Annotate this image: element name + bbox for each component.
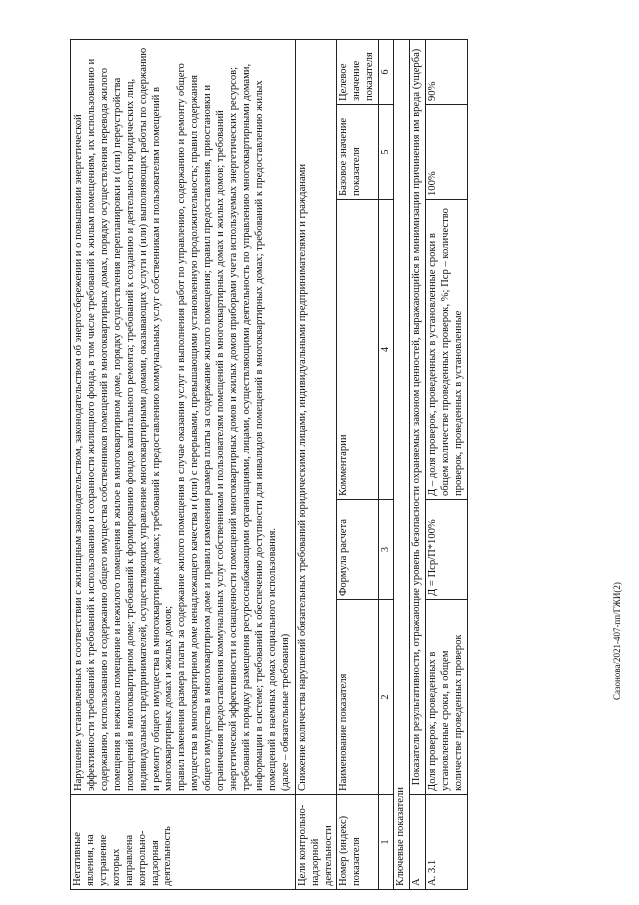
header-index: Номер (индекс) показателя — [337, 795, 379, 890]
negative-text — [71, 39, 296, 794]
header-formula: Формула расчета — [337, 500, 379, 600]
a31-formula: Д = Пср/П*100% — [426, 500, 468, 600]
header-name: Наименование показателя — [337, 600, 379, 795]
col-number: 4 — [379, 200, 394, 500]
col-number: 5 — [379, 105, 394, 200]
header-target: Целевое значение показателя — [337, 39, 379, 104]
a31-index: А. 3.1 — [426, 795, 468, 890]
negative-label: Негативные явления, на устранение которых направлена контрольно-надзорная деятельность — [71, 795, 296, 890]
goals-label: Цели контрольно-надзорной деятельности — [295, 795, 337, 890]
row-goals — [295, 39, 337, 889]
indicators-table — [70, 39, 468, 890]
row-negative-phenomena — [71, 39, 296, 889]
rotated-content — [70, 10, 630, 890]
col-number: 6 — [379, 39, 394, 104]
col-number: 1 — [379, 795, 394, 890]
negative-text-part-3: (далее – обязательные требования) — [279, 633, 291, 791]
section-a-row — [410, 39, 426, 889]
row-a31 — [426, 39, 468, 889]
a31-name: Доля проверок, проведенных в установленные сроки, в общем количестве проведенных проверок — [426, 600, 468, 795]
a31-target: 90% — [426, 39, 468, 104]
a31-comment: Д – доля проверок, проведенных в установленные сроки в общем количестве проведенных проверок, %; Пср – количество проверок, проведенных в установленные — [426, 200, 468, 500]
header-row — [337, 39, 379, 889]
negative-text-part-1: Нарушение установленных в соответствии с жилищным законодательством, законодательством об энергосбережении и о повышении энергетической эффективности требований к требований к использованию и сохранности жилищного фонда, в том числе требований к жилым помещениям, их использованию и содержанию, использованию и содержанию общего имущества собственников помещений в многоквартирных домах, порядку осуществления перевода жилого помещения в нежилое помещение и нежилого помещения в жилое в многоквартирном доме, порядку осуществления перепланировки и (или) переустройства помещений в многоквартирном доме; требований к формированию фондов капитального ремонта; требований к созданию и деятельности юридических лиц, индивидуальных предпринимателей, осуществляющих управление многоквартирными домами, оказывающих услуги и (или) выполняющих работы по содержанию и ремонту общего имущества в многоквартирных домах; требований к предоставлению коммунальных услуг собственникам и пользователям помещений в многоквартирных домах и жилых домов; — [73, 47, 175, 791]
section-key-row — [394, 39, 410, 889]
negative-text-part-2: правил изменения размера платы за содержание жилого помещения в случае оказания услуг и выполнения работ по управлению, содержанию и ремонту общего имущества в многоквартирном доме ненадлежащего качества и (или) с перерывами, превышающими установленную продолжительность; правил содержания общего имущества в многоквартирном доме и правил изменения размера платы за содержание жилого помещения; правил предоставления, приостановки и ограничения предоставления коммунальных услуг собственникам и пользователям помещений в многоквартирных домах и жилых домов; требований энергетической эффективности и оснащенности помещений многоквартирных домов и жилых домов приборами учета используемых энергетических ресурсов; требований к порядку размещения ресурсоснабжающими организациями, лицами, осуществляющими деятельность по управлению многоквартирными домами, информации в системе; требований к обеспечению доступности для инвалидов помещений в многоквартирных домах; требований к предоставлению жилых помещений в наемных домах социального использования. — [176, 63, 278, 791]
header-base: Базовое значение показателя — [337, 105, 379, 200]
section-a-text: Показатели результативности, отражающие уровень безопасности охраняемых законом ценностей, выражающийся в минимизации причинения им вреда (ущерба) — [410, 39, 426, 794]
col-number: 2 — [379, 600, 394, 795]
footer-reference: Сазонова/2021-407-пп/ГЖИ(2) — [612, 582, 622, 700]
col-number: 3 — [379, 500, 394, 600]
a31-base: 100% — [426, 105, 468, 200]
column-numbers-row — [379, 39, 394, 889]
goals-text: Снижение количества нарушений обязательных требований юридическими лицами, индивидуальными предпринимателями и гражданами — [295, 39, 337, 794]
section-key-title: Ключевые показатели — [394, 39, 410, 889]
section-a-index: А — [410, 795, 426, 890]
header-comment: Комментарии — [337, 200, 379, 500]
